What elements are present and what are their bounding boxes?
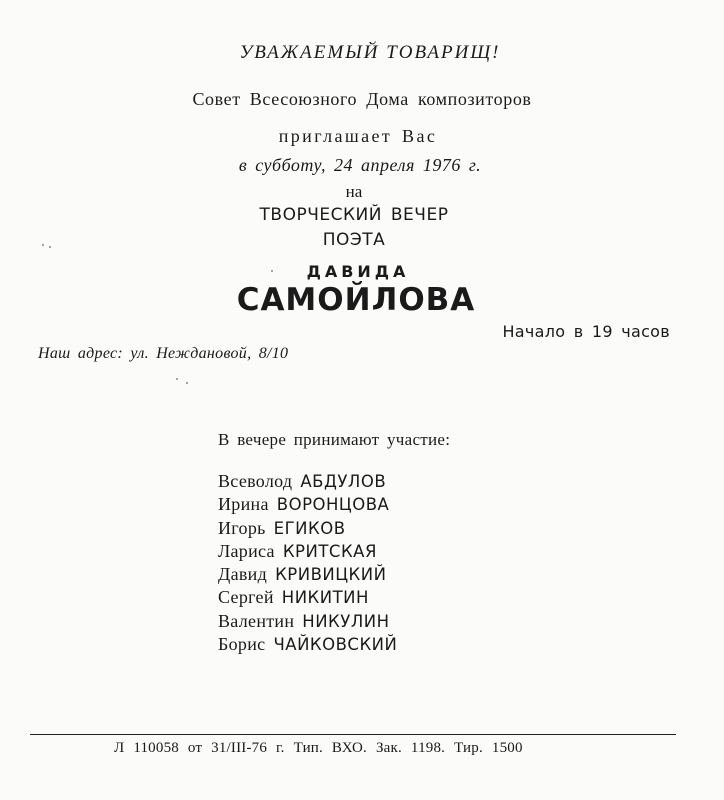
participant-family-name: ЧАЙКОВСКИЙ	[273, 635, 398, 655]
printing-imprint: Л 110058 от 31/III-76 г. Тип. ВХО. Зак. 1198. Тир. 1500	[114, 740, 523, 756]
event-title: ТВОРЧЕСКИЙ ВЕЧЕР	[259, 205, 449, 225]
participant-family-name: АБДУЛОВ	[300, 472, 387, 491]
participant-given-name: Борис	[218, 634, 266, 655]
participant-family-name: НИКИТИН	[281, 588, 369, 608]
participants-list	[218, 470, 397, 656]
participant-given-name: Всеволод	[218, 471, 293, 491]
participant-given-name: Валентин	[218, 610, 295, 631]
event-subtitle: ПОЭТА	[322, 230, 386, 250]
event-date: в субботу, 24 апреля 1976 г.	[238, 155, 482, 175]
invitation-phrase: приглашает Вас	[278, 126, 438, 146]
greeting: УВАЖАЕМЫЙ ТОВАРИЩ!	[239, 42, 501, 63]
participant-family-name: ВОРОНЦОВА	[276, 495, 390, 515]
participant-family-name: НИКУЛИН	[302, 611, 390, 631]
participant-family-name: КРИВИЦКИЙ	[275, 565, 387, 585]
participant-row	[218, 540, 397, 563]
preposition: на	[345, 182, 363, 201]
participant-row	[218, 633, 397, 656]
participant-row	[218, 610, 397, 633]
print-speck	[42, 244, 44, 246]
participant-given-name: Лариса	[218, 540, 275, 561]
participant-family-name: ЕГИКОВ	[273, 518, 346, 538]
participant-row	[218, 563, 397, 586]
participant-row	[218, 586, 397, 609]
print-speck	[49, 246, 51, 248]
host-organization: Совет Всесоюзного Дома композиторов	[192, 89, 532, 109]
footer-divider	[30, 734, 676, 735]
participant-family-name: КРИТСКАЯ	[282, 541, 377, 561]
poet-surname: САМОЙЛОВА	[236, 282, 476, 318]
participants-heading: В вечере принимают участие:	[218, 430, 451, 449]
participant-row	[218, 493, 397, 516]
participant-given-name: Ирина	[218, 494, 269, 515]
address: Наш адрес: ул. Неждановой, 8/10	[38, 345, 289, 362]
start-time: Начало в 19 часов	[502, 322, 670, 341]
participant-given-name: Сергей	[218, 587, 274, 608]
participant-row	[218, 517, 397, 540]
print-speck	[271, 270, 273, 272]
poet-first-name: ДАВИДА	[306, 262, 410, 281]
print-speck	[176, 378, 178, 380]
participant-row	[218, 470, 397, 493]
print-speck	[186, 382, 188, 384]
participant-given-name: Игорь	[218, 517, 266, 538]
participant-given-name: Давид	[218, 564, 268, 585]
